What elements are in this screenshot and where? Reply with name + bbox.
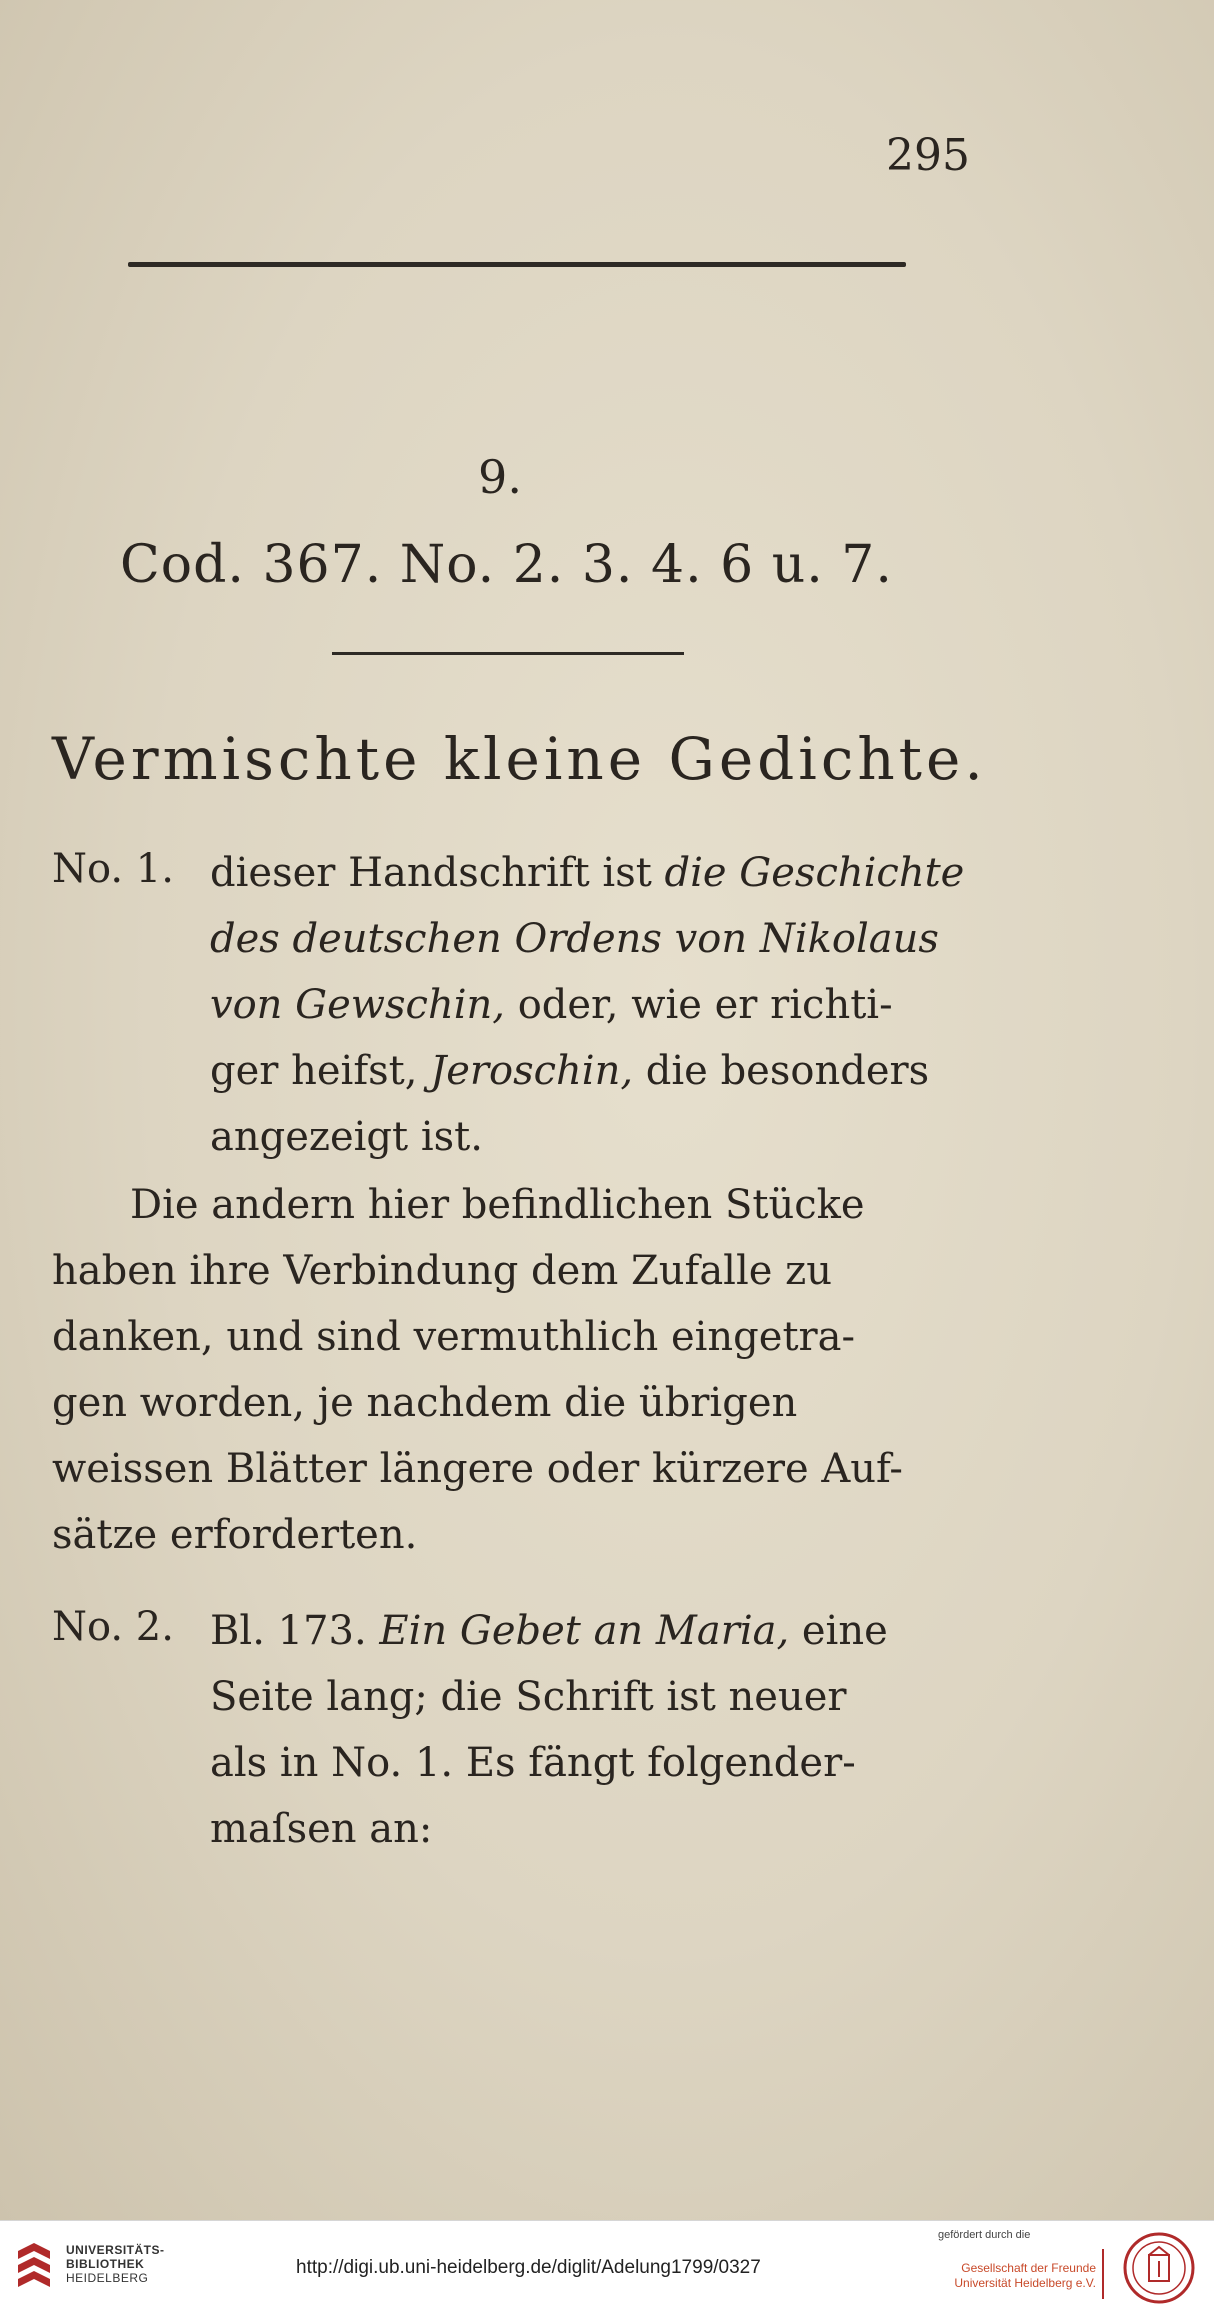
middle-rule (332, 652, 684, 655)
footer-bar (0, 2220, 1214, 2307)
paragraph-line-1: Die andern hier befindlichen Stücke (130, 1182, 865, 1228)
entry-2-line-3: als in No. 1. Es fängt folgender- (210, 1740, 856, 1786)
entry-1-line-4: ger heifst, Jeroschin, die besonders (210, 1048, 930, 1094)
entry-2-line-4: maſsen an: (210, 1806, 433, 1852)
section-heading: Vermischte kleine Gedichte. (52, 725, 987, 793)
entry-1-label: No. 1. (52, 846, 174, 892)
entry-2-text (210, 1598, 888, 1862)
entry-2-label: No. 2. (52, 1604, 174, 1650)
paragraph-line-2: haben ihre Verbindung dem Zufalle zu (52, 1248, 832, 1294)
entry-1-line-2: des deutschen Ordens von Nikolaus (210, 916, 939, 962)
entry-2-line-2: Seite lang; die Schrift ist neuer (210, 1674, 847, 1720)
section-number: 9. (478, 450, 522, 504)
paragraph-line-4: gen worden, je nachdem die übrigen (52, 1380, 798, 1426)
codex-reference: Cod. 367. No. 2. 3. 4. 6 u. 7. (120, 535, 893, 595)
entry-2-line-1: Bl. 173. Ein Gebet an Maria, eine (210, 1608, 888, 1654)
body-paragraph (52, 1172, 903, 1568)
entry-1-line-1: dieser Handschrift ist die Geschichte (210, 850, 965, 896)
library-logo-icon (14, 2239, 54, 2293)
sponsor-name: Gesellschaft der Freunde Universität Heidelberg e.V. (954, 2261, 1096, 2290)
entry-1-text (210, 840, 964, 1170)
entry-1-line-3: von Gewschin, oder, wie er richti- (210, 982, 893, 1028)
paragraph-line-5: weissen Blätter längere oder kürzere Auf- (52, 1446, 903, 1492)
paragraph-line-3: danken, und sind vermuthlich eingetra- (52, 1314, 856, 1360)
library-name: UNIVERSITÄTS- BIBLIOTHEK HEIDELBERG (66, 2243, 165, 2285)
footer-divider (1102, 2249, 1104, 2299)
page-number: 295 (886, 130, 970, 181)
permalink-url[interactable]: http://digi.ub.uni-heidelberg.de/diglit/Adelung1799/0327 (296, 2257, 761, 2278)
paragraph-line-6: sätze erforderten. (52, 1512, 418, 1558)
sponsor-note: gefördert durch die (938, 2229, 1031, 2241)
university-seal-icon (1122, 2231, 1196, 2305)
top-rule (128, 262, 906, 267)
entry-1-line-5: angezeigt ist. (210, 1114, 483, 1160)
